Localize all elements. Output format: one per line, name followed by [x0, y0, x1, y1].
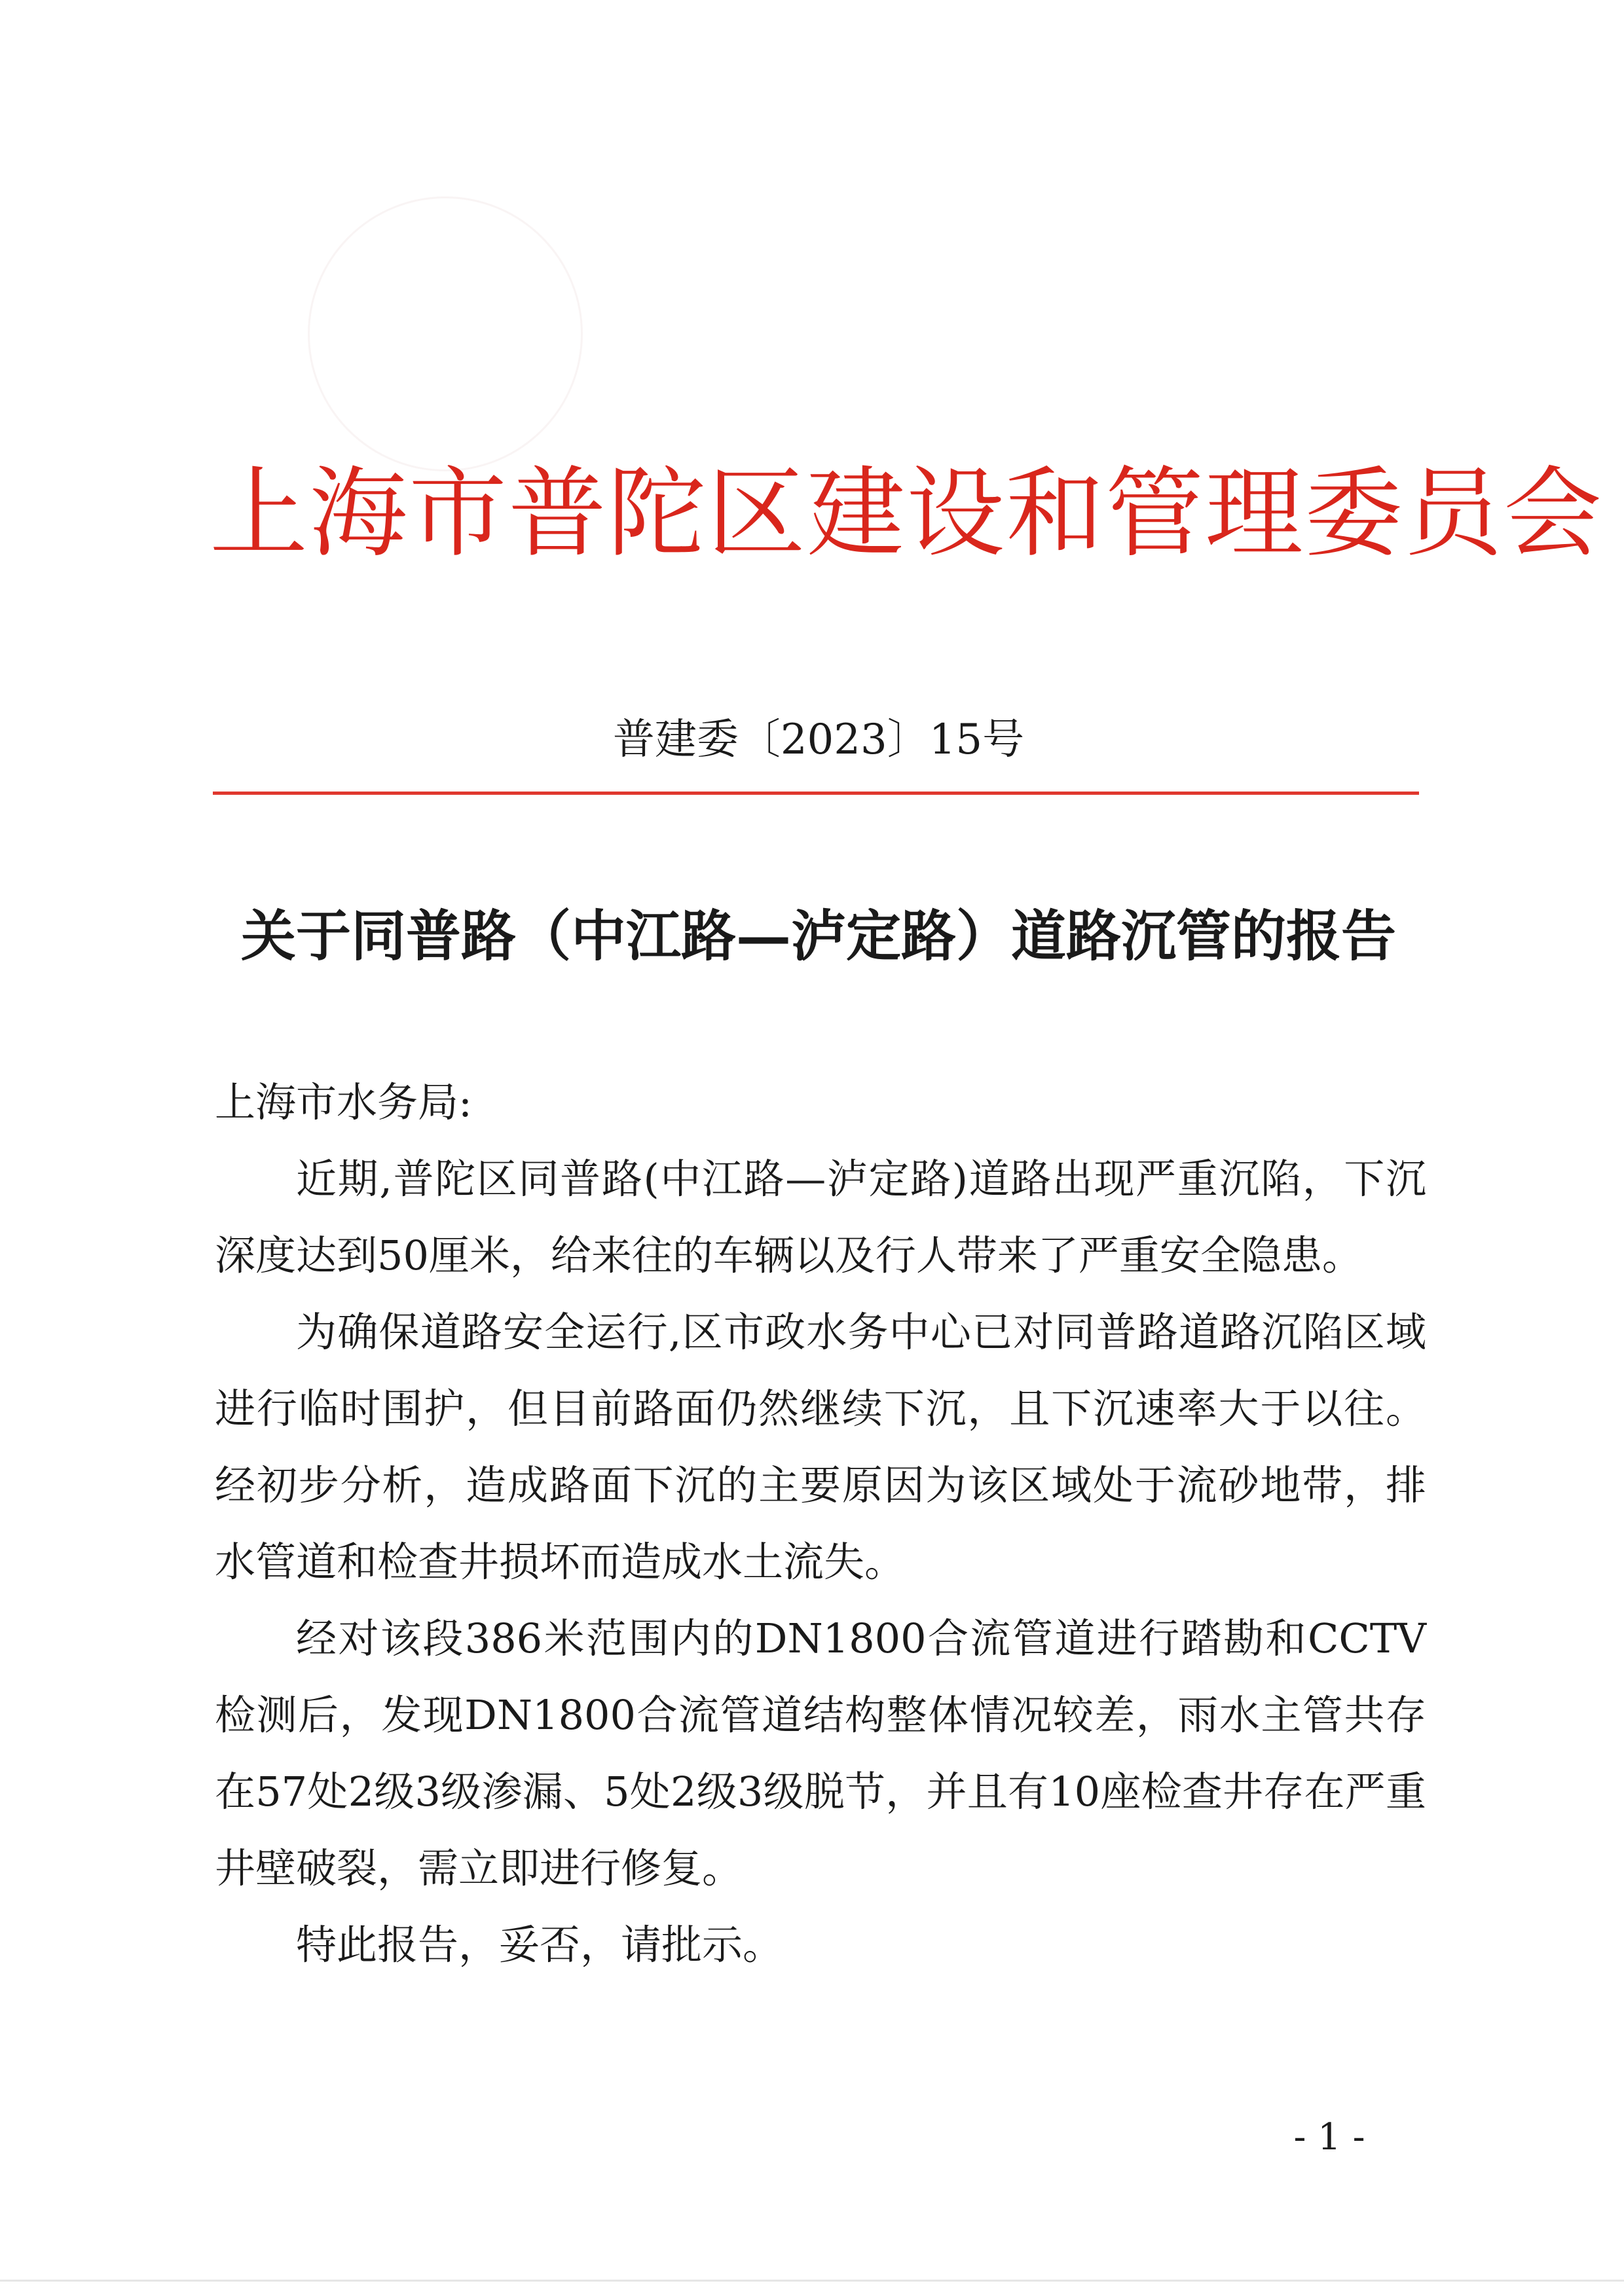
recipient: 上海市水务局: — [215, 1078, 472, 1126]
document-number: 普建委〔2023〕15号 — [612, 716, 1025, 764]
page-number: - 1 - — [1293, 2116, 1365, 2159]
paragraph: 经对该段386米范围内的DN1800合流管道进行踏勘和CCTV检测后，发现DN1800合流管道结构整体情况较差，雨水主管共存在57处2级3级渗漏、5处2级3级脱节，并且有10座检查井存在严重井壁破裂，需立即进行修复。 — [215, 1614, 1426, 1892]
bottom-divider — [0, 2280, 1624, 2282]
paragraph: 近期,普陀区同普路(中江路—泸定路)道路出现严重沉陷，下沉深度达到50厘米，给来往的车辆以及行人带来了严重安全隐患。 — [215, 1155, 1426, 1279]
organization-header: 上海市普陀区建设和管理委员会 — [210, 457, 1604, 571]
red-divider — [213, 792, 1419, 795]
document-body — [215, 1064, 1426, 1983]
paragraph: 为确保道路安全运行,区市政水务中心已对同普路道路沉陷区域进行临时围护，但目前路面仍然继续下沉，且下沉速率大于以往。经初步分析，造成路面下沉的主要原因为该区域处于流砂地带，排水管道和检查井损坏而造成水土流失。 — [215, 1308, 1426, 1586]
stamp-ghost — [308, 196, 583, 471]
document-title: 关于同普路（中江路—泸定路）道路沉管的报告 — [240, 903, 1396, 968]
closing-line: 特此报告，妥否，请批示。 — [296, 1921, 784, 1969]
